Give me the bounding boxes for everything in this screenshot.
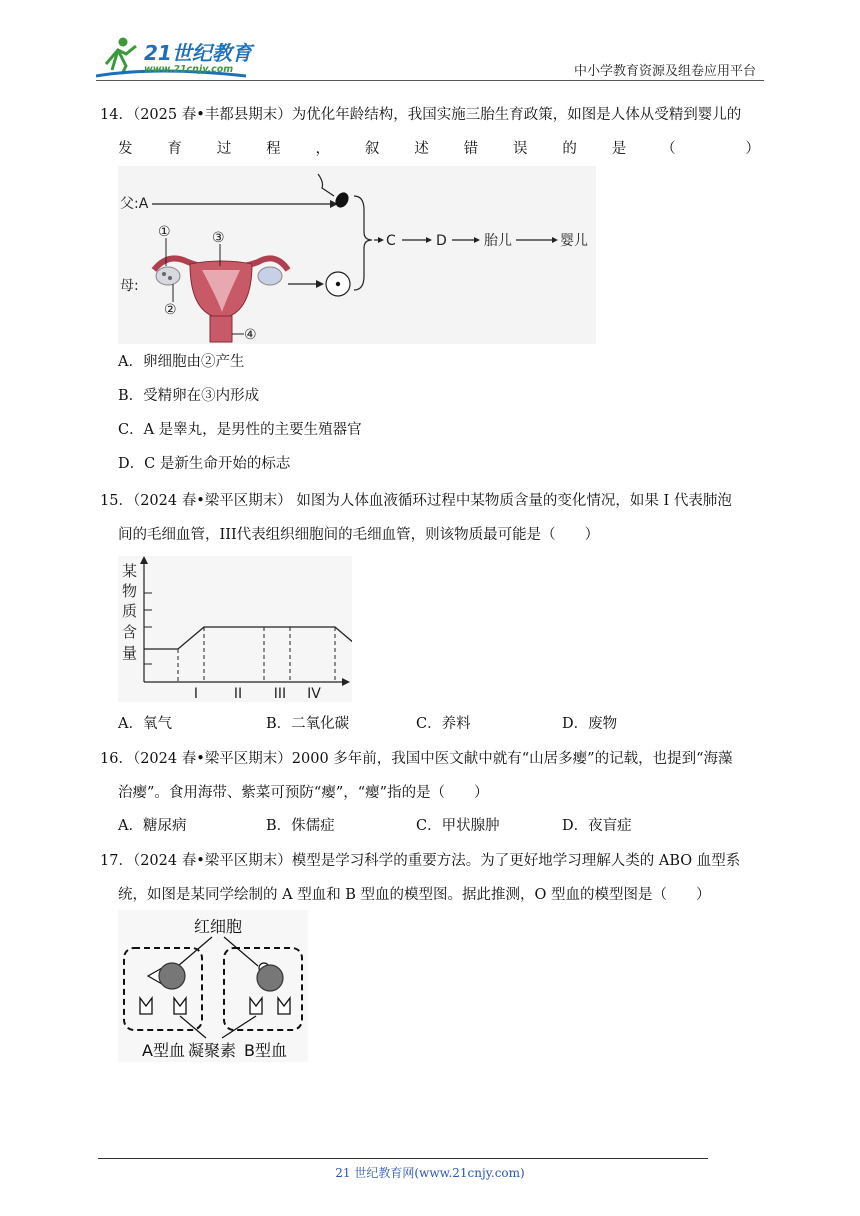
a-type-label: A型血 — [142, 1041, 185, 1060]
q15-option-a[interactable]: A．氧气 — [118, 716, 172, 732]
q14-option-d[interactable]: D．C 是新生命开始的标志 — [118, 456, 291, 472]
question-14 — [100, 98, 768, 166]
ylabel-char-2: 物 — [122, 582, 138, 600]
ylabel-char-5: 量 — [122, 644, 138, 662]
agglutinin-label: 凝聚素 — [188, 1041, 237, 1060]
q16-option-d[interactable]: D．夜盲症 — [562, 818, 632, 834]
label-1: ① — [158, 224, 171, 240]
logo-url: www.21cnjy.com — [144, 64, 234, 75]
egg-nucleus — [336, 282, 340, 286]
question-16 — [100, 742, 768, 810]
q15-option-d[interactable]: D．废物 — [562, 716, 618, 732]
q15-line2: 间的毛细血管，III代表组织细胞间的毛细血管，则该物质最可能是（ ） — [118, 527, 600, 543]
q15-option-b[interactable]: B．二氧化碳 — [266, 716, 350, 732]
b-red-blood-cell — [257, 965, 283, 991]
q16-option-c[interactable]: C．甲状腺肿 — [416, 818, 500, 834]
label-4: ④ — [244, 327, 257, 343]
footer-text[interactable]: 21 世纪教育网(www.21cnjy.com) — [335, 1166, 525, 1180]
q17-line1: 17．（2024 春•梁平区期末）模型是学习科学的重要方法。为了更好地学习理解人类的 ABO 血型系 — [100, 853, 741, 869]
rbc-label: 红细胞 — [194, 917, 243, 936]
header-divider — [96, 80, 764, 81]
stage-d: D — [436, 233, 447, 249]
mother-label: 母: — [120, 278, 139, 294]
label-3: ③ — [212, 230, 225, 246]
x-tick-label: I — [193, 686, 199, 702]
q14-option-b[interactable]: B．受精卵在③内形成 — [118, 388, 260, 404]
x-tick-label: III — [273, 686, 287, 702]
site-logo — [96, 36, 266, 80]
stage-baby: 婴儿 — [560, 233, 588, 249]
q14-line2: 发 育 过 程 ， 叙 述 错 误 的 是 （ ） — [118, 141, 760, 157]
chart-background — [118, 556, 352, 702]
stage-c: C — [386, 233, 396, 249]
q15-line1: 15．（2024 春•梁平区期末） 如图为人体血液循环过程中某物质含量的变化情况，如果 I 代表肺泡 — [100, 493, 732, 509]
question-17 — [100, 844, 768, 912]
x-tick-label: IV — [307, 686, 321, 702]
b-type-label: B型血 — [244, 1041, 287, 1060]
ylabel-char-4: 含 — [122, 623, 138, 641]
label-2: ② — [164, 302, 177, 318]
x-tick-label: II — [233, 686, 243, 702]
y-axis-label — [122, 562, 137, 662]
ylabel-char-1: 某 — [122, 562, 138, 580]
a-red-blood-cell — [159, 963, 185, 989]
q14-option-c[interactable]: C．A 是睾丸，是男性的主要生殖器官 — [118, 422, 362, 438]
q16-line2: 治瘿”。食用海带、紫菜可预防“瘿”，“瘿”指的是（ ） — [118, 785, 489, 801]
q15-option-c[interactable]: C．养料 — [416, 716, 471, 732]
site-tagline: 中小学教育资源及组卷应用平台 — [573, 64, 756, 79]
q14-option-a[interactable]: A．卵细胞由②产生 — [118, 354, 245, 370]
logo-head — [119, 38, 128, 47]
q17-line2: 统，如图是某同学绘制的 A 型血和 B 型血的模型图。据此推测，O 型血的模型图是（ ） — [118, 887, 711, 903]
blood-type-model-diagram — [118, 910, 308, 1062]
logo-text: 21世纪教育 — [144, 41, 252, 65]
q16-option-a[interactable]: A．糖尿病 — [118, 818, 187, 834]
footer-divider — [98, 1158, 708, 1159]
q16-option-b[interactable]: B．侏儒症 — [266, 818, 335, 834]
reproduction-diagram — [118, 166, 596, 344]
ylabel-char-3: 质 — [122, 602, 138, 620]
substance-content-chart — [118, 556, 352, 702]
stage-fetus: 胎儿 — [484, 233, 512, 249]
diagram-background — [118, 166, 596, 344]
q16-line1: 16．（2024 春•梁平区期末）2000 多年前，我国中医文献中就有“山居多瘿”的记载，也提到“海藻 — [100, 751, 733, 767]
father-label: 父:A — [120, 196, 149, 212]
q14-line1: 14．（2025 春•丰都县期末）为优化年龄结构，我国实施三胎生育政策，如图是人体从受精到婴儿的 — [100, 107, 742, 123]
question-15 — [100, 484, 768, 552]
